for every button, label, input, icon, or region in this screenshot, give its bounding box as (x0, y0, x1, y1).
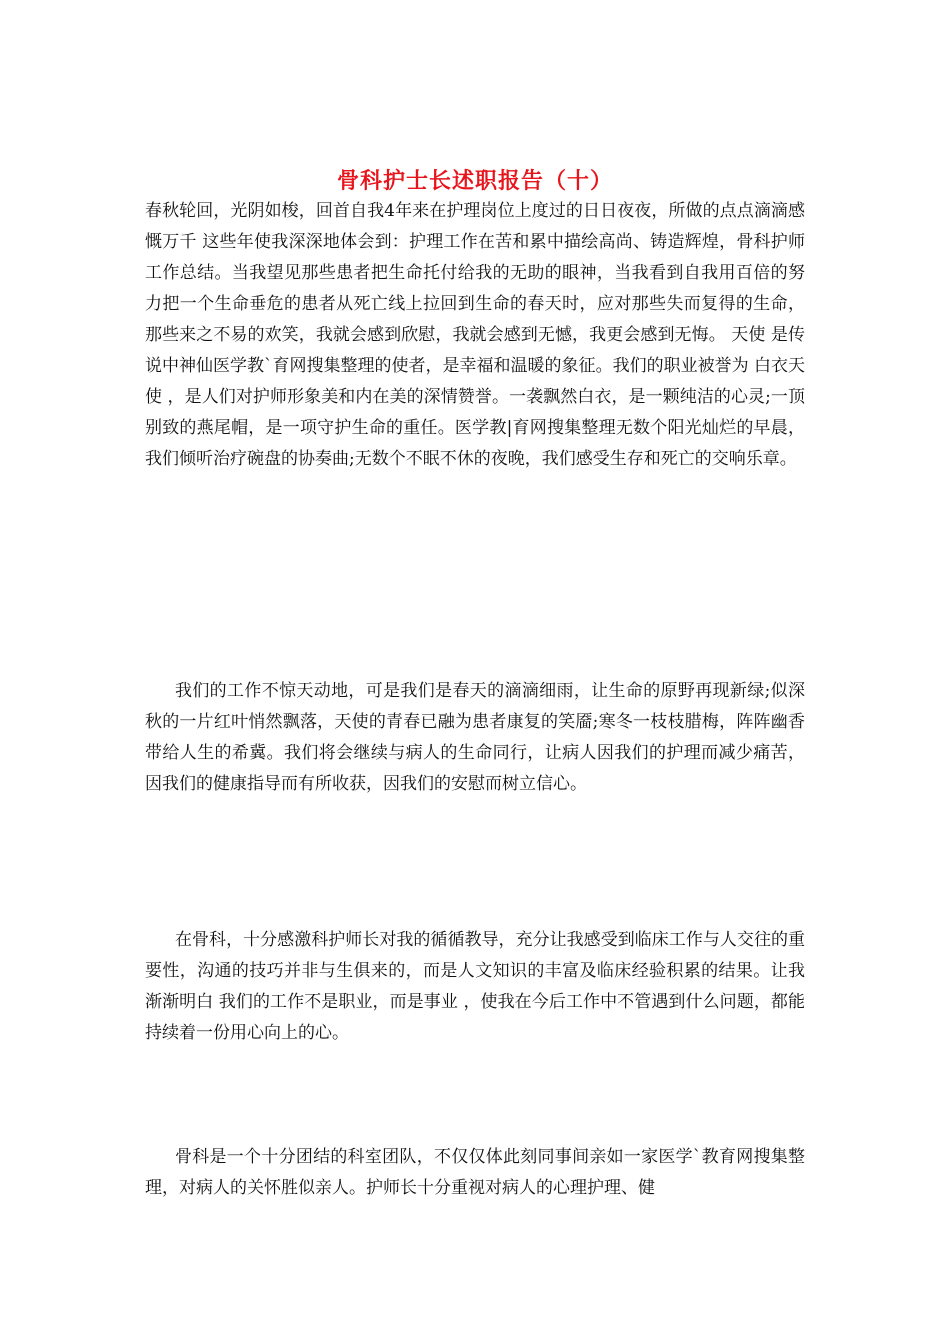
paragraph-4: 骨科是一个十分团结的科室团队，不仅仅体此刻同事间亲如一家医学`教育网搜集整理，对病人的关怀胜似亲人。护师长十分重视对病人的心理护理、健 (145, 1147, 805, 1198)
document-title: 骨科护士长述职报告（十） (336, 167, 613, 194)
paragraph-3: 在骨科，十分感激科护师长对我的循循教导，充分让我感受到临床工作与人交往的重要性，沟通的技巧并非与生俱来的，而是人文知识的丰富及临床经验积累的结果。让我渐渐明白 我们的工作不是职业，而是事业 ，使我在今后工作中不管遇到什么问题，都能持续着一份用心向上的心。 (145, 930, 805, 1043)
paragraph-1: 春秋轮回，光阴如梭，回首自我4年来在护理岗位上度过的日日夜夜，所做的点点滴滴感慨万千 这些年使我深深地体会到：护理工作在苦和累中描绘高尚、铸造辉煌，骨科护师工作总结。当我望见那些患者把生命托付给我的无助的眼神，当我看到自我用百倍的努力把一个生命垂危的患者从死亡线上拉回到生命的春天时，应对那些失而复得的生命，那些来之不易的欢笑，我就会感到欣慰，我就会感到无憾，我更会感到无悔。 天使 是传说中神仙医学教`育网搜集整理的使者，是幸福和温暖的象征。我们的职业被誉为 白衣天使 ，是人们对护师形象美和内在美的深情赞誉。一袭飘然白衣，是一颗纯洁的心灵;一顶别致的燕尾帽，是一项守护生命的重任。医学教|育网搜集整理无数个阳光灿烂的早晨，我们倾听治疗碗盘的协奏曲;无数个不眠不休的夜晚，我们感受生存和死亡的交响乐章。 (145, 201, 805, 469)
paragraph-2: 我们的工作不惊天动地，可是我们是春天的滴滴细雨，让生命的原野再现新绿;似深秋的一片红叶悄然飘落，天使的青春已融为患者康复的笑靥;寒冬一枝枝腊梅，阵阵幽香带给人生的希冀。我们将会继续与病人的生命同行，让病人因我们的护理而减少痛苦，因我们的健康指导而有所收获，因我们的安慰而树立信心。 (145, 681, 805, 794)
